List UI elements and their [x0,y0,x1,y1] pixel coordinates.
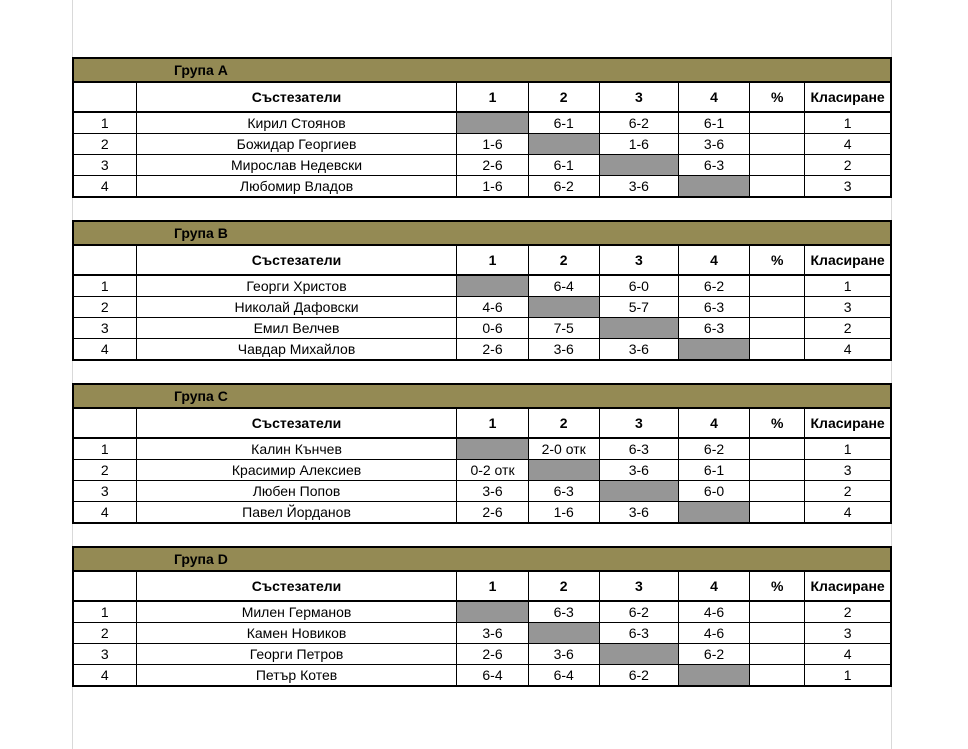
percent-cell [750,665,805,687]
group-table-3 [72,383,892,524]
result-vs-2 [528,134,599,155]
result-vs-3: 6-2 [599,601,678,623]
result-vs-1: 6-4 [457,665,528,687]
percent-cell [750,176,805,198]
row-number: 1 [73,438,136,460]
table-row [73,460,891,481]
table-row [73,339,891,361]
row-number: 4 [73,665,136,687]
row-number: 3 [73,318,136,339]
header-col1: 1 [457,246,528,276]
result-vs-3: 6-3 [599,623,678,644]
ranking-cell: 3 [805,460,891,481]
result-vs-3: 1-6 [599,134,678,155]
competitor-name: Камен Новиков [136,623,457,644]
table-row [73,176,891,198]
ranking-cell: 1 [805,665,891,687]
result-vs-1 [457,438,528,460]
result-vs-3: 3-6 [599,460,678,481]
competitor-name: Любен Попов [136,481,457,502]
row-number: 2 [73,134,136,155]
row-number: 4 [73,339,136,361]
ranking-cell: 3 [805,176,891,198]
result-vs-3: 3-6 [599,502,678,524]
result-vs-1: 1-6 [457,176,528,198]
result-vs-4: 6-2 [678,275,749,297]
header-col2: 2 [528,572,599,602]
header-col4: 4 [678,409,749,439]
table-row [73,275,891,297]
competitor-name: Павел Йорданов [136,502,457,524]
percent-cell [750,438,805,460]
percent-cell [750,460,805,481]
result-vs-1 [457,275,528,297]
result-vs-2: 2-0 отк [528,438,599,460]
header-col3: 3 [599,409,678,439]
row-number: 1 [73,601,136,623]
result-vs-1: 0-6 [457,318,528,339]
ranking-cell: 1 [805,438,891,460]
result-vs-2: 6-4 [528,665,599,687]
header-number [73,572,136,602]
result-vs-4: 6-3 [678,297,749,318]
ranking-cell: 4 [805,644,891,665]
ranking-cell: 2 [805,318,891,339]
result-vs-2 [528,460,599,481]
header-col3: 3 [599,572,678,602]
header-number [73,246,136,276]
result-vs-2: 6-1 [528,155,599,176]
result-vs-2: 6-1 [528,112,599,134]
header-percent: % [750,572,805,602]
header-col2: 2 [528,246,599,276]
table-header-row [73,572,891,602]
header-ranking: Класиране [805,83,891,113]
percent-cell [750,112,805,134]
result-vs-2: 3-6 [528,644,599,665]
table-row [73,601,891,623]
percent-cell [750,481,805,502]
result-vs-1: 1-6 [457,134,528,155]
result-vs-3: 6-0 [599,275,678,297]
result-vs-1: 0-2 отк [457,460,528,481]
result-vs-2: 6-3 [528,601,599,623]
result-vs-2 [528,623,599,644]
result-vs-4: 6-1 [678,460,749,481]
result-vs-3: 3-6 [599,176,678,198]
ranking-cell: 3 [805,297,891,318]
result-vs-4: 6-3 [678,318,749,339]
table-header-row [73,246,891,276]
group-title: Група D [72,546,892,571]
row-number: 2 [73,623,136,644]
result-vs-3 [599,644,678,665]
percent-cell [750,601,805,623]
header-ranking: Класиране [805,572,891,602]
result-vs-2: 1-6 [528,502,599,524]
percent-cell [750,134,805,155]
result-vs-1 [457,112,528,134]
table-row [73,155,891,176]
ranking-cell: 1 [805,275,891,297]
competitor-name: Георги Петров [136,644,457,665]
ranking-cell: 3 [805,623,891,644]
header-col2: 2 [528,83,599,113]
row-number: 3 [73,155,136,176]
header-percent: % [750,246,805,276]
header-col4: 4 [678,83,749,113]
group-title: Група В [72,220,892,245]
header-col1: 1 [457,409,528,439]
table-row [73,438,891,460]
result-vs-2: 3-6 [528,339,599,361]
row-number: 3 [73,481,136,502]
table-row [73,623,891,644]
table-header-row [73,83,891,113]
result-vs-1: 2-6 [457,155,528,176]
table-row [73,481,891,502]
header-competitors: Състезатели [136,409,457,439]
header-competitors: Състезатели [136,572,457,602]
header-col4: 4 [678,246,749,276]
competitor-name: Божидар Георгиев [136,134,457,155]
row-number: 3 [73,644,136,665]
result-vs-4 [678,176,749,198]
group-title: Група А [72,57,892,82]
table-row [73,112,891,134]
results-table [72,571,892,687]
result-vs-4: 6-2 [678,438,749,460]
result-vs-4: 4-6 [678,623,749,644]
result-vs-4 [678,339,749,361]
header-ranking: Класиране [805,409,891,439]
header-col4: 4 [678,572,749,602]
result-vs-1 [457,601,528,623]
percent-cell [750,502,805,524]
result-vs-4: 4-6 [678,601,749,623]
row-number: 4 [73,176,136,198]
header-percent: % [750,409,805,439]
result-vs-3: 6-2 [599,665,678,687]
result-vs-1: 4-6 [457,297,528,318]
result-vs-2: 7-5 [528,318,599,339]
competitor-name: Кирил Стоянов [136,112,457,134]
ranking-cell: 2 [805,155,891,176]
row-number: 1 [73,112,136,134]
competitor-name: Красимир Алексиев [136,460,457,481]
result-vs-4 [678,665,749,687]
ranking-cell: 4 [805,502,891,524]
percent-cell [750,644,805,665]
result-vs-3 [599,481,678,502]
header-col1: 1 [457,572,528,602]
ranking-cell: 4 [805,134,891,155]
header-number [73,409,136,439]
result-vs-1: 2-6 [457,339,528,361]
competitor-name: Петър Котев [136,665,457,687]
table-row [73,297,891,318]
ranking-cell: 2 [805,601,891,623]
percent-cell [750,318,805,339]
result-vs-4: 3-6 [678,134,749,155]
result-vs-3: 3-6 [599,339,678,361]
table-row [73,134,891,155]
competitor-name: Калин Кънчев [136,438,457,460]
result-vs-4 [678,502,749,524]
row-number: 2 [73,460,136,481]
header-col3: 3 [599,246,678,276]
header-competitors: Състезатели [136,83,457,113]
ranking-cell: 1 [805,112,891,134]
result-vs-3: 6-2 [599,112,678,134]
table-row [73,502,891,524]
header-col3: 3 [599,83,678,113]
percent-cell [750,297,805,318]
group-title: Група С [72,383,892,408]
result-vs-3 [599,318,678,339]
header-ranking: Класиране [805,246,891,276]
competitor-name: Емил Велчев [136,318,457,339]
result-vs-3 [599,155,678,176]
percent-cell [750,275,805,297]
competitor-name: Георги Христов [136,275,457,297]
header-number [73,83,136,113]
header-competitors: Състезатели [136,246,457,276]
result-vs-4: 6-0 [678,481,749,502]
result-vs-1: 2-6 [457,644,528,665]
percent-cell [750,623,805,644]
table-row [73,318,891,339]
row-number: 2 [73,297,136,318]
result-vs-3: 5-7 [599,297,678,318]
competitor-name: Чавдар Михайлов [136,339,457,361]
competitor-name: Любомир Владов [136,176,457,198]
ranking-cell: 2 [805,481,891,502]
result-vs-4: 6-2 [678,644,749,665]
percent-cell [750,339,805,361]
result-vs-4: 6-1 [678,112,749,134]
result-vs-4: 6-3 [678,155,749,176]
table-row [73,665,891,687]
ranking-cell: 4 [805,339,891,361]
results-table [72,245,892,361]
table-row [73,644,891,665]
group-table-4 [72,546,892,687]
table-header-row [73,409,891,439]
row-number: 1 [73,275,136,297]
result-vs-2 [528,297,599,318]
header-percent: % [750,83,805,113]
result-vs-1: 3-6 [457,481,528,502]
results-table [72,408,892,524]
row-number: 4 [73,502,136,524]
result-vs-2: 6-3 [528,481,599,502]
header-col1: 1 [457,83,528,113]
percent-cell [750,155,805,176]
group-table-1 [72,57,892,198]
result-vs-3: 6-3 [599,438,678,460]
results-table [72,82,892,198]
result-vs-2: 6-4 [528,275,599,297]
competitor-name: Николай Дафовски [136,297,457,318]
result-vs-2: 6-2 [528,176,599,198]
result-vs-1: 2-6 [457,502,528,524]
result-vs-1: 3-6 [457,623,528,644]
competitor-name: Мирослав Недевски [136,155,457,176]
header-col2: 2 [528,409,599,439]
competitor-name: Милен Германов [136,601,457,623]
group-table-2 [72,220,892,361]
